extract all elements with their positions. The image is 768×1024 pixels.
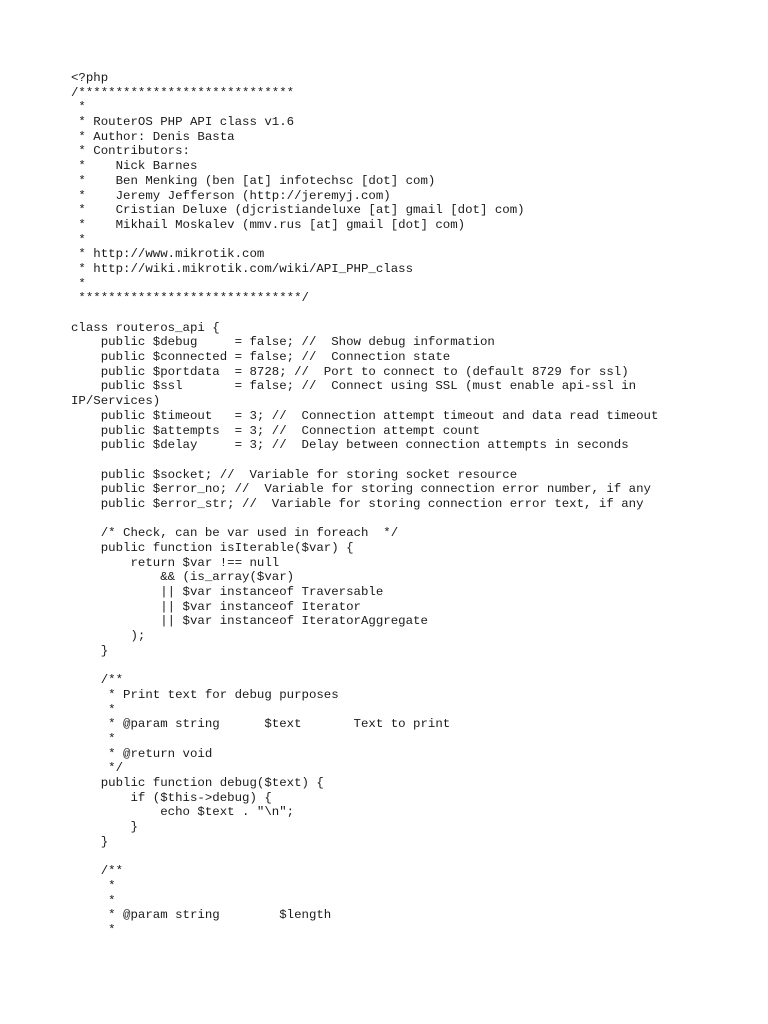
code-line: ******************************/	[71, 291, 309, 306]
code-line	[71, 659, 658, 674]
code-line: *	[71, 893, 116, 908]
code-line	[71, 512, 658, 527]
code-line: * RouterOS PHP API class v1.6	[71, 115, 295, 130]
code-line: * Author: Denis Basta	[71, 129, 235, 144]
code-line: public $attempts = 3; // Connection attempt count	[71, 423, 480, 438]
code-line: *	[71, 232, 86, 247]
code-line: );	[71, 629, 146, 644]
code-line: public $connected = false; // Connection state	[71, 350, 451, 365]
code-line	[71, 306, 658, 321]
code-line: /*****************************	[71, 85, 295, 100]
code-line: class routeros_api {	[71, 320, 220, 335]
code-line: public $delay = 3; // Delay between connection attempts in seconds	[71, 438, 629, 453]
code-line	[71, 453, 658, 468]
code-line: public $debug = false; // Show debug information	[71, 335, 495, 350]
code-line: public $portdata = 8728; // Port to connect to (default 8729 for ssl)	[71, 364, 629, 379]
code-line: */	[71, 761, 124, 776]
code-line: || $var instanceof IteratorAggregate	[71, 614, 428, 629]
code-line: * Ben Menking (ben [at] infotechsc [dot] com)	[71, 173, 436, 188]
code-line: echo $text . "\n";	[71, 805, 295, 820]
code-line: * Mikhail Moskalev (mmv.rus [at] gmail [dot] com)	[71, 217, 466, 232]
code-line: IP/Services)	[71, 394, 161, 409]
code-line: public $error_no; // Variable for storing connection error number, if any	[71, 482, 651, 497]
code-line: public function debug($text) {	[71, 776, 324, 790]
code-line: }	[71, 643, 109, 658]
code-line: public $socket; // Variable for storing socket resource	[71, 467, 518, 482]
code-line: *	[71, 100, 86, 115]
code-line: if ($this->debug) {	[71, 790, 272, 805]
code-line: public function isIterable($var) {	[71, 541, 354, 555]
code-line: * Contributors:	[71, 144, 190, 159]
code-line: * Cristian Deluxe (djcristiandeluxe [at] gmail [dot] com)	[71, 203, 525, 218]
code-line: <?php	[71, 71, 109, 85]
code-line: *	[71, 922, 116, 937]
code-line: *	[71, 276, 86, 291]
code-line: * @param string $length	[71, 908, 332, 923]
code-line: /**	[71, 673, 124, 688]
code-line: || $var instanceof Iterator	[71, 599, 361, 614]
code-line: }	[71, 834, 109, 849]
code-line: public $error_str; // Variable for storing connection error text, if any	[71, 496, 644, 511]
code-line: && (is_array($var)	[71, 570, 295, 585]
code-line: * Jeremy Jefferson (http://jeremyj.com)	[71, 188, 391, 203]
code-line: *	[71, 702, 116, 717]
php-source-code	[71, 71, 658, 938]
code-line: return $var !== null	[71, 555, 280, 570]
code-line: * http://www.mikrotik.com	[71, 247, 265, 262]
code-line: || $var instanceof Traversable	[71, 585, 384, 600]
code-line	[71, 849, 658, 864]
code-line: }	[71, 820, 138, 835]
code-line: * http://wiki.mikrotik.com/wiki/API_PHP_class	[71, 261, 414, 276]
code-line: public $timeout = 3; // Connection attempt timeout and data read timeout	[71, 408, 659, 423]
code-line: * @param string $text Text to print	[71, 717, 451, 732]
code-line: * Nick Barnes	[71, 159, 198, 174]
code-line: * Print text for debug purposes	[71, 687, 339, 702]
code-line: /* Check, can be var used in foreach */	[71, 526, 399, 541]
code-line: *	[71, 731, 116, 746]
code-line: * @return void	[71, 746, 213, 761]
code-line: *	[71, 878, 116, 893]
code-line: /**	[71, 864, 124, 879]
code-line: public $ssl = false; // Connect using SSL (must enable api-ssl in	[71, 379, 637, 394]
